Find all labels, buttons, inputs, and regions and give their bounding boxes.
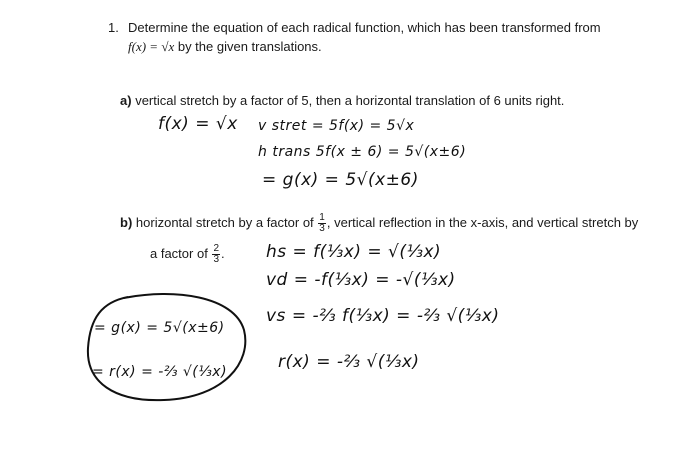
part-a-label: a) xyxy=(120,93,132,108)
handwriting-a-fx: f(x) = √x xyxy=(158,114,238,134)
question-text-line2 xyxy=(128,39,322,55)
handwriting-a-result: = g(x) = 5√(x±6) xyxy=(262,170,419,190)
part-b-text: horizontal stretch by a factor of xyxy=(135,214,314,230)
question-text: Determine the equation of each radical function, which has been transformed from xyxy=(128,20,601,35)
part-b-line2-suffix: . xyxy=(221,245,225,261)
base-function: f(x) = √x xyxy=(128,39,175,54)
answer-circle xyxy=(84,292,250,404)
question-number: 1. xyxy=(108,20,119,35)
part-a-text: vertical stretch by a factor of 5, then a horizontal translation of 6 units right. xyxy=(135,93,565,108)
part-a xyxy=(120,93,564,109)
handwriting-b-horizontal-stretch: hs = f(⅓x) = √(⅓x) xyxy=(266,242,442,262)
part-b-line2 xyxy=(150,244,225,265)
part-b-text-continued: , vertical reflection in the x-axis, and vertical stretch by xyxy=(326,214,639,230)
question-text-tail: by the given translations. xyxy=(177,39,322,54)
part-b-fraction-two-thirds: $\frac{2}{3}$ xyxy=(213,243,219,265)
handwriting-b-vertical-stretch: vs = -⅔ f(⅓x) = -⅔ √(⅓x) xyxy=(266,306,500,326)
part-b xyxy=(120,213,638,234)
circled-answer-r: = r(x) = -⅔ √(⅓x) xyxy=(92,364,228,380)
handwriting-b-result: r(x) = -⅔ √(⅓x) xyxy=(278,352,420,372)
part-b-line2-prefix: a factor of xyxy=(150,245,208,261)
handwriting-a-vertical-stretch: v stret = 5f(x) = 5√x xyxy=(258,118,415,134)
part-b-fraction-one-third: $\frac{1}{3}$ xyxy=(319,212,325,234)
part-b-label: b) xyxy=(120,214,133,230)
handwriting-a-horizontal-translation: h trans 5f(x ± 6) = 5√(x±6) xyxy=(258,144,467,160)
circled-answer-g: = g(x) = 5√(x±6) xyxy=(94,320,225,336)
handwriting-b-vertical-reflection: vd = -f(⅓x) = -√(⅓x) xyxy=(266,270,456,290)
